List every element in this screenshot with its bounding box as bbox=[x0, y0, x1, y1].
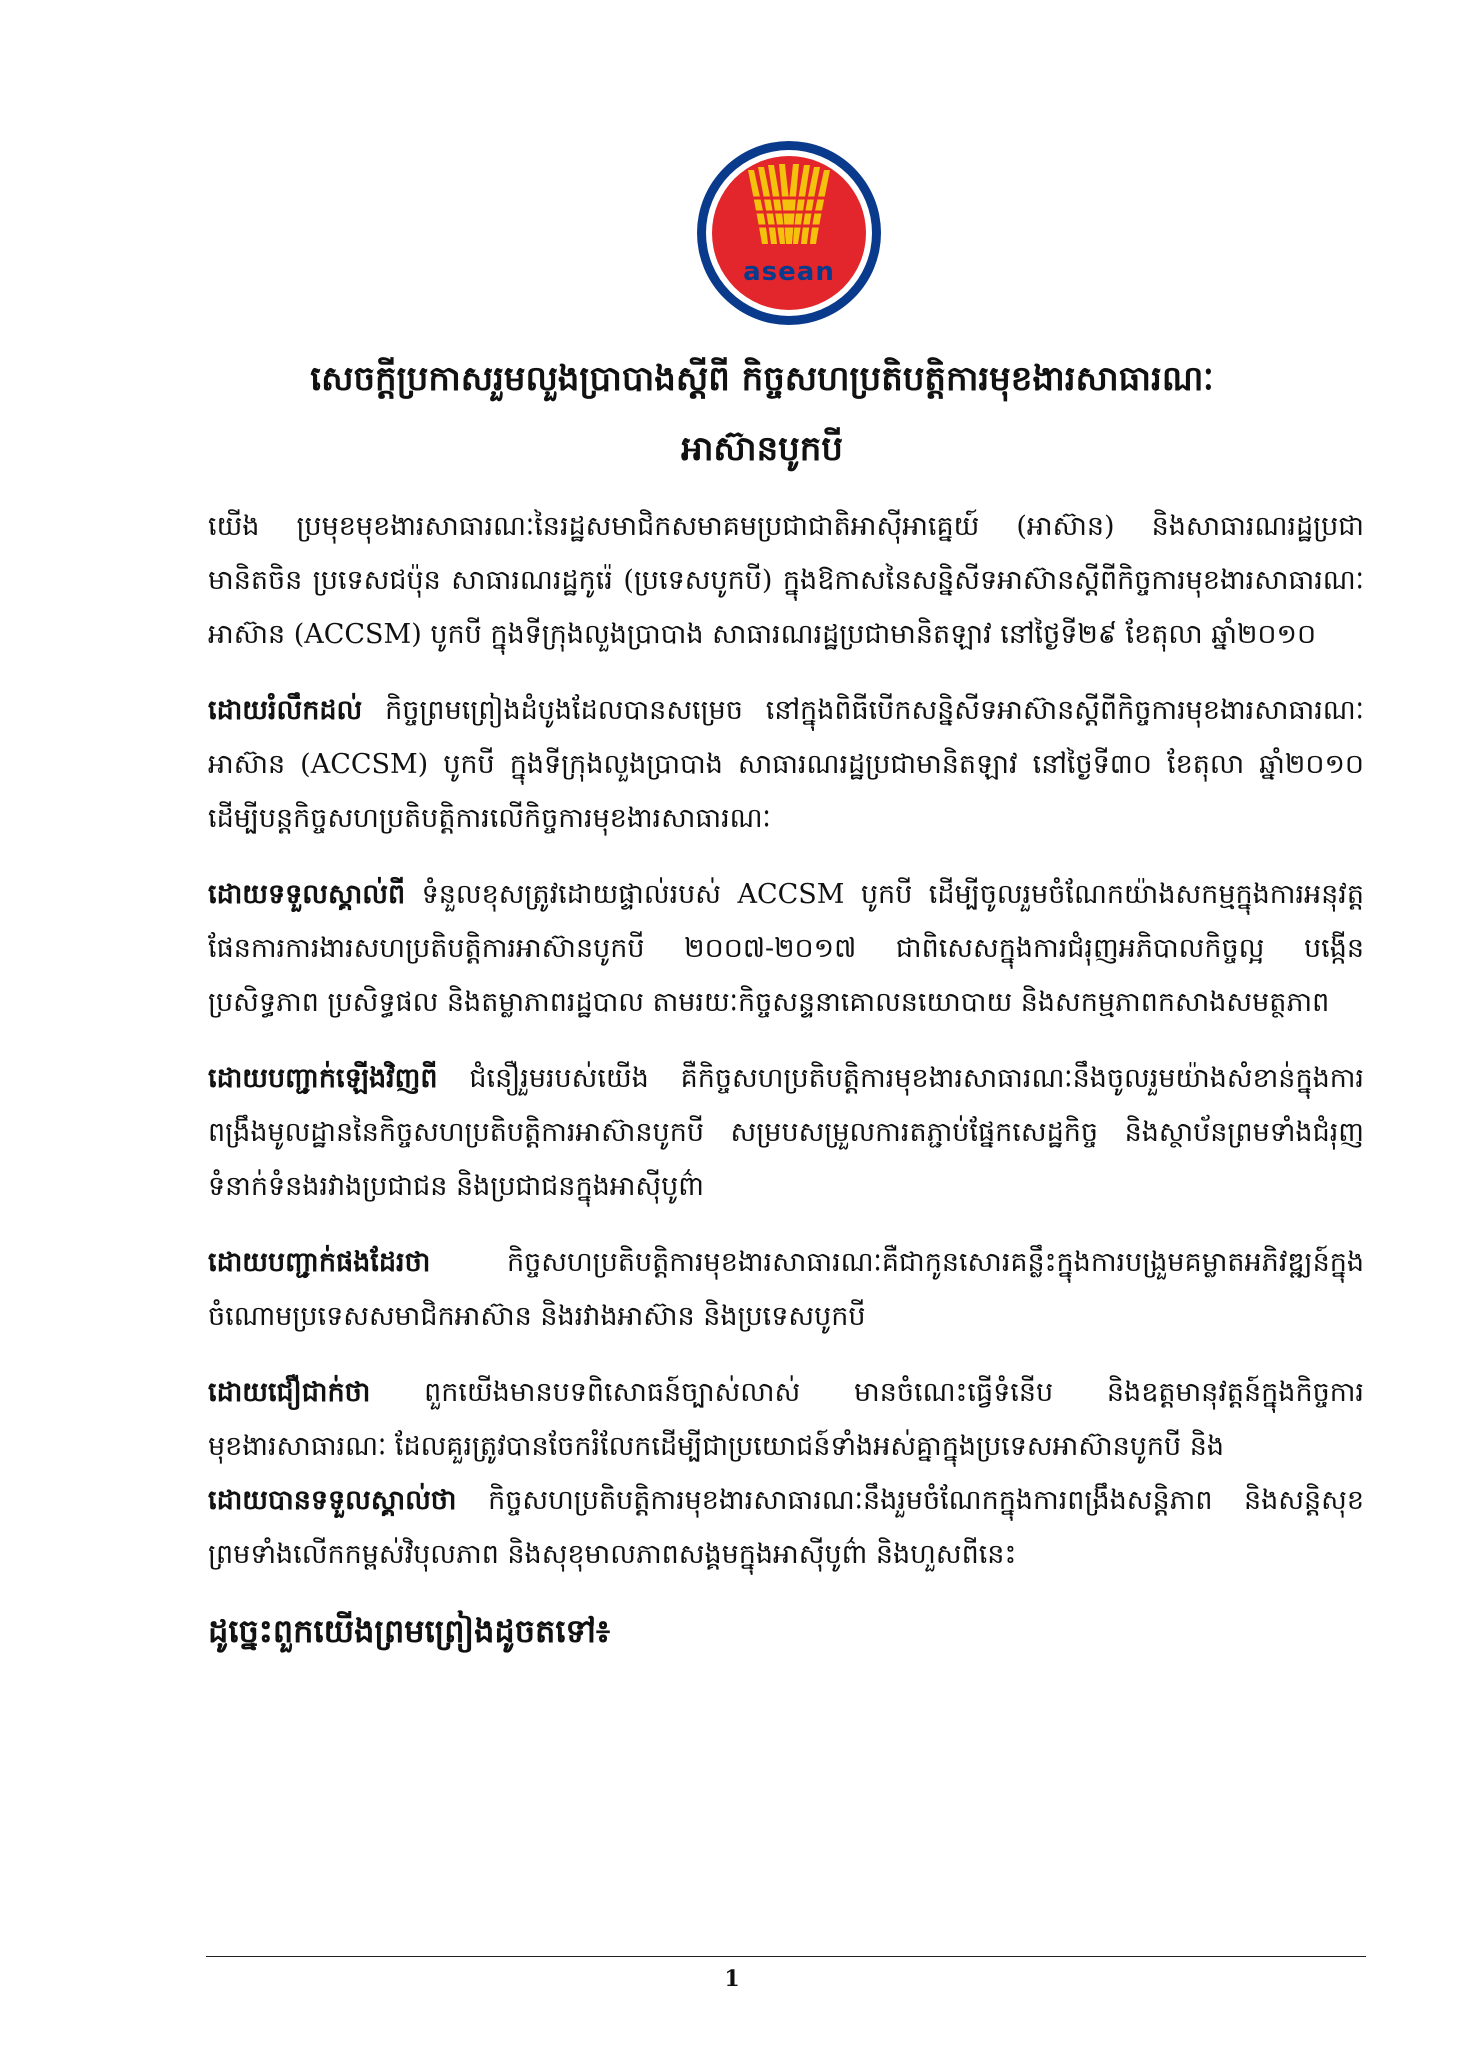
page-number: 1 bbox=[724, 1966, 740, 1992]
paragraph bbox=[208, 1366, 1364, 1474]
paragraph bbox=[208, 684, 1364, 846]
paragraph-text: ជំនឿរួមរបស់យើង គឺកិច្ចសហប្រតិបត្តិការមុខងារសាធារណៈនឹងចូលរួមយ៉ាងសំខាន់ក្នុងការពង្រឹងមូលដ្ឋាននៃកិច្ចសហប្រតិបត្តិការអាស៊ានបូកបី សម្របសម្រួលការតភ្ជាប់ផ្នែកសេដ្ឋកិច្ច និងស្ថាប័នព្រមទាំងជំរុញទំនាក់ទំនងរវាងប្រជាជន និងប្រជាជនក្នុងអាស៊ីបូព៌ា bbox=[208, 1063, 1364, 1202]
paragraph-text: កិច្ចសហប្រតិបត្តិការមុខងារសាធារណៈគឺជាកូនសោរគន្លឹះក្នុងការបង្រួមគម្លាតអភិវឌ្ឍន៍ក្នុងចំណោមប្រទេសសមាជិកអាស៊ាន និងរវាងអាស៊ាន និងប្រទេសបូកបី bbox=[208, 1247, 1364, 1332]
paragraph bbox=[208, 1474, 1364, 1582]
paragraph bbox=[208, 868, 1364, 1030]
paragraph bbox=[208, 500, 1364, 662]
document-body bbox=[208, 500, 1364, 1658]
document-title-line-1: សេចក្តីប្រកាសរួមលួងប្រាបាងស្តីពី កិច្ចសហប្រតិបត្តិការមុខងារសាធារណៈ bbox=[310, 359, 1214, 399]
paragraph bbox=[208, 1052, 1364, 1214]
document-title-line-2: អាស៊ានបូកបី bbox=[681, 429, 843, 469]
paragraph-text: កិច្ចព្រមព្រៀងដំបូងដែលបានសម្រេច នៅក្នុងពិធីបើកសន្និសីទអាស៊ានស្តីពីកិច្ចការមុខងារសាធារណៈអាស៊ាន (ACCSM) បូកបី ក្នុងទីក្រុងលួងប្រាបាង សាធារណរដ្ឋប្រជាមានិតឡាវ នៅថ្ងៃទី៣០ ខែតុលា ឆ្នាំ២០១០ ដើម្បីបន្តកិច្ចសហប្រតិបត្តិការលើកិច្ចការមុខងារសាធារណៈ bbox=[208, 695, 1364, 834]
paragraph-text: កិច្ចសហប្រតិបត្តិការមុខងារសាធារណៈនឹងរួមចំណែកក្នុងការពង្រឹងសន្តិភាព និងសន្តិសុខ ព្រមទាំងលើកកម្ពស់វិបុលភាព និងសុខុមាលភាពសង្គមក្នុងអាស៊ីបូព៌ា និងហួសពីនេះ bbox=[208, 1485, 1364, 1570]
paragraph-text: យើង ប្រមុខមុខងារសាធារណៈនៃរដ្ឋសមាជិកសមាគមប្រជាជាតិអាស៊ីអាគ្នេយ៍ (អាស៊ាន) និងសាធារណរដ្ឋប្រជាមានិតចិន ប្រទេសជប៉ុន សាធារណរដ្ឋកូរ៉េ (ប្រទេសបូកបី) ក្នុងឱកាសនៃសន្និសីទអាស៊ានស្តីពីកិច្ចការមុខងារសាធារណៈអាស៊ាន (ACCSM) បូកបី ក្នុងទីក្រុងលួងប្រាបាង សាធារណរដ្ឋប្រជាមានិតឡាវ នៅថ្ងៃទី២៩ ខែតុលា ឆ្នាំ២០១០ bbox=[208, 511, 1364, 650]
closing-statement: ដូច្នេះពួកយើងព្រមព្រៀងដូចតទៅ៖ bbox=[208, 1612, 611, 1650]
paragraph-lead: ដោយជឿជាក់ថា bbox=[208, 1377, 371, 1408]
paragraph-lead: ដោយបញ្ជាក់ផងដែរថា bbox=[208, 1247, 431, 1278]
paragraph-lead: ដោយរំលឹកដល់ bbox=[208, 695, 363, 726]
svg-text:asean: asean bbox=[743, 257, 835, 287]
paragraph-text: ទំនួលខុសត្រូវដោយផ្ទាល់របស់ ACCSM បូកបី ដើម្បីចូលរួមចំណែកយ៉ាងសកម្មក្នុងការអនុវត្តផែនការការងារសហប្រតិបត្តិការអាស៊ានបូកបី ២០០៧-២០១៧ ជាពិសេសក្នុងការជំរុញអភិបាលកិច្ចល្អ បង្កើនប្រសិទ្ធភាព ប្រសិទ្ធផល និងតម្លាភាពរដ្ឋបាល តាមរយៈកិច្ចសន្ទនាគោលនយោបាយ និងសកម្មភាពកសាងសមត្ថភាព bbox=[208, 879, 1364, 1018]
footer-divider bbox=[206, 1956, 1366, 1957]
paragraph-lead: ដោយបានទទួលស្គាល់ថា bbox=[208, 1485, 457, 1516]
paragraph-lead: ដោយបញ្ជាក់ឡើងវិញពី bbox=[208, 1063, 438, 1094]
paragraph bbox=[208, 1236, 1364, 1344]
asean-emblem-icon bbox=[696, 140, 882, 326]
paragraph-text: ពួកយើងមានបទពិសោធន៍ច្បាស់លាស់ មានចំណេះធ្វើទំនើប និងឧត្តមានុវត្តន៍ក្នុងកិច្ចការមុខងារសាធារណៈ ដែលគួរត្រូវបានចែករំលែកដើម្បីជាប្រយោជន៍ទាំងអស់គ្នាក្នុងប្រទេសអាស៊ានបូកបី និង bbox=[208, 1377, 1364, 1462]
paragraph-lead: ដោយទទួលស្គាល់ពី bbox=[208, 879, 406, 910]
